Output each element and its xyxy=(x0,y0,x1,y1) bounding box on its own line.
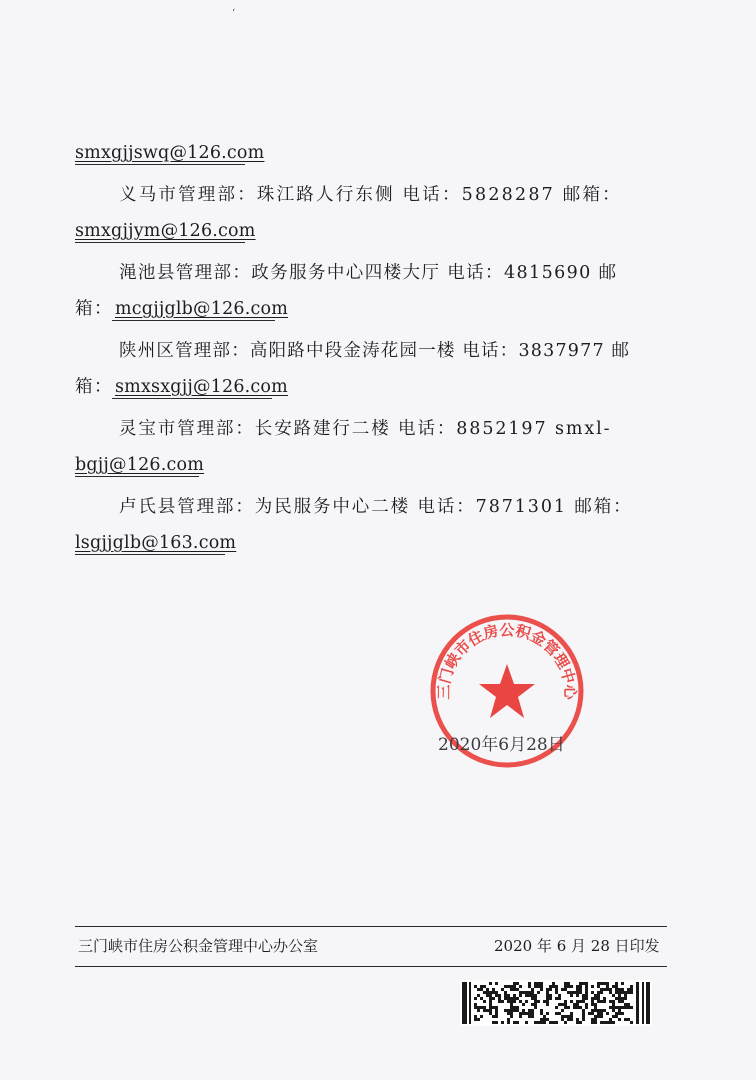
entry-lingbao-text: 灵宝市管理部：长安路建行二楼 电话：8852197 smxl- xyxy=(119,419,612,439)
entry-mianchi-text: 渑池县管理部：政务服务中心四楼大厅 电话：4815690 邮 xyxy=(119,263,618,283)
entry-yima-underline xyxy=(75,242,245,243)
footer-issuer: 三门峡市住房公积金管理中心办公室 xyxy=(78,937,319,955)
seal-org-text: 三门峡市住房公积金管理中心 xyxy=(434,620,580,700)
paper-speck: ʻ xyxy=(232,8,236,19)
footer-bottom-rule xyxy=(75,966,667,967)
intro-email-underline xyxy=(75,164,245,165)
entry-yima-text: 义马市管理部：珠江路人行东侧 电话：5828287 邮箱： xyxy=(119,185,622,205)
entry-shanzhou-text: 陕州区管理部：高阳路中段金涛花园一楼 电话：3837977 邮 xyxy=(119,341,631,361)
entry-lingbao-underline xyxy=(75,476,199,477)
footer-top-rule xyxy=(75,926,667,927)
entry-shanzhou-cont: 箱： xyxy=(75,377,113,397)
entry-mianchi-cont: 箱： xyxy=(75,299,113,319)
entry-mianchi-email[interactable]: mcgjjglb@126.com xyxy=(115,299,289,319)
entry-lushi-underline xyxy=(75,554,225,555)
footer-issue-date: 2020 年 6 月 28 日印发 xyxy=(494,937,660,955)
seal-star-icon xyxy=(479,664,535,718)
document-barcode xyxy=(460,980,652,1026)
entry-yima-email[interactable]: smxgjjym@126.com xyxy=(75,221,256,241)
entry-lushi-email[interactable]: lsgjjglb@163.com xyxy=(75,533,237,553)
sign-date: 2020年6月28日 xyxy=(438,735,565,755)
entry-shanzhou-email[interactable]: smxsxgjj@126.com xyxy=(115,377,288,397)
entry-shanzhou-underline xyxy=(112,398,272,399)
entry-lingbao-email[interactable]: bgjj@126.com xyxy=(75,455,205,475)
entry-lushi-text: 卢氏县管理部：为民服务中心二楼 电话：7871301 邮箱： xyxy=(119,497,633,517)
entry-mianchi-underline xyxy=(112,320,275,321)
intro-email[interactable]: smxgjjswq@126.com xyxy=(75,143,265,163)
